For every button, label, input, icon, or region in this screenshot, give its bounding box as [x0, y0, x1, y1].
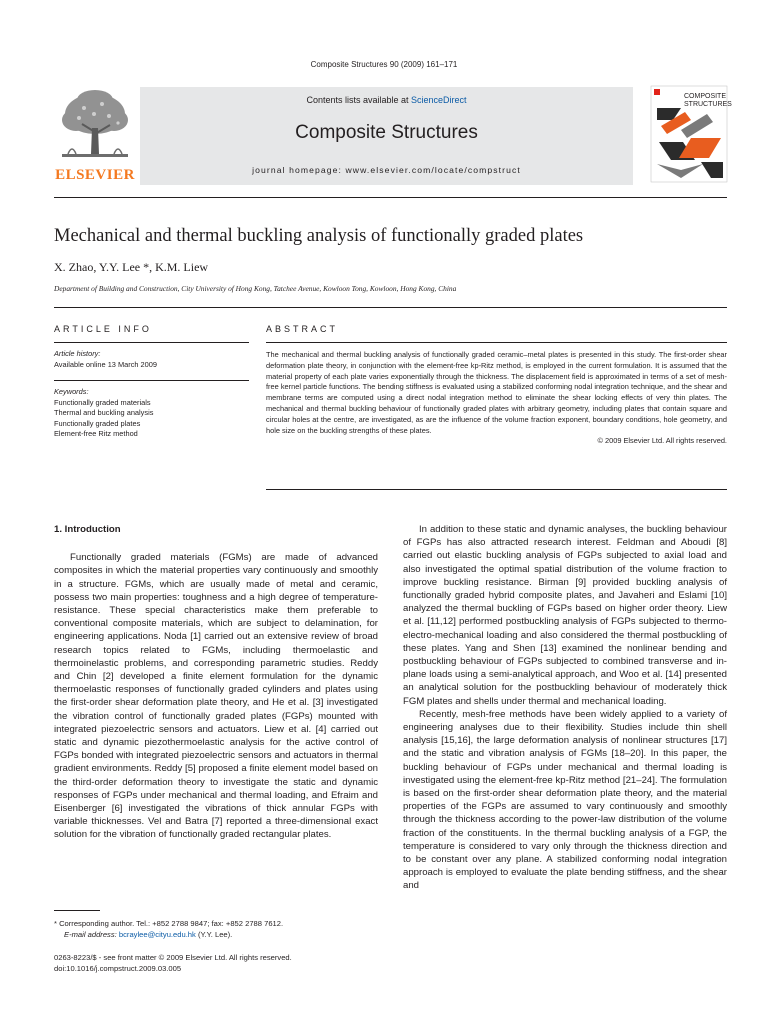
masthead-rule	[54, 197, 727, 198]
sciencedirect-link[interactable]: ScienceDirect	[411, 95, 467, 105]
abstract-rule	[266, 342, 727, 343]
journal-cover-thumbnail	[651, 86, 732, 182]
contents-line	[140, 95, 633, 105]
abstract-heading: ABSTRACT	[266, 324, 339, 334]
abstract-block	[266, 350, 727, 447]
issn-line: 0263-8223/$ - see front matter © 2009 Elsevier Ltd. All rights reserved.	[54, 953, 292, 962]
keyword-item: Element-free Ritz method	[54, 429, 138, 438]
body-paragraph: In addition to these static and dynamic analyses, the buckling behaviour of FGPs has also attracted research interest. Feldman and Aboudi [8] carried out elastic buckling analysis of FGPs subjected to axial load and also investigated the optimal spatial distribution of the volume fraction to improve buckling resistance. Birman [9] provided buckling analysis of functionally graded hybrid composite plates, and Javaheri and Eslami [10] analyzed the thermal buckling of FGPs based on higher order theory. Liew et al. [11,12] performed postbuckling analysis of FGPs subjected to thermo-electro-mechanical loading and also considered the thermal postbuckling of these plates. Yang and Shen [13] examined the nonlinear bending and postbuckling behaviour of FGPs subjected to combined transverse and in-plane loads using a semi-analytical approach, and Woo et al. [14] presented an analytical solution for the postbuckling behaviour of moderately thick FGM plates and shells under thermal and mechanical loading.	[403, 524, 727, 707]
copyright-notice: © 2009 Elsevier Ltd. All rights reserved.	[597, 436, 727, 446]
abstract-bottom-rule	[266, 489, 727, 490]
footnote-rule	[54, 910, 100, 911]
keywords-label: Keywords:	[54, 387, 89, 396]
cover-title-line2: STRUCTURES	[684, 101, 732, 108]
journal-homepage[interactable]: journal homepage: www.elsevier.com/locate/compstruct	[252, 165, 521, 175]
email-line	[54, 929, 384, 940]
abstract-text: The mechanical and thermal buckling analysis of functionally graded ceramic–metal plates is presented in this study. The first-order shear deformation plate theory, in conjunction with the element-free kp-Ritz method, is employed in the current formulation. It is assumed that the material property of each plate varies exponentially through the thickness. The displacement field is approximated in terms of a set of mesh-free kernel particle functions. The bending stiffness is evaluated using a stabilized conforming nodal integration technique, and the shear and membrane terms are computed using a direct nodal integration method to eliminate the shear locking effects of very thin plates. The mechanical and thermal buckling behaviour of functionally graded plates with arbitrary geometry, including plates that contain square and circular holes at the centre, are investigated, as are the influence of the volume fraction exponent, boundary conditions, hole geometry, and hole size on the buckling strengths of these plates.	[266, 350, 727, 435]
cover-title-line1: COMPOSITE	[684, 93, 727, 100]
body-paragraph: Recently, mesh-free methods have been widely applied to a variety of engineering analyses due to their flexibility. Studies include thin shell analysis [15,16], the large deformation analysis of nonlinear structures [17] and the static and vibration analysis of FGMs [18–20]. In this paper, the buckling behaviour of FGPs under mechanical and thermal loading is investigated using the element-free kp-Ritz method [21–24]. The formulation is based on the first-order shear deformation plate theory, and the material properties of the FGPs are assumed to vary continuously and smoothly through the thickness according to the power-law distribution of the volume fraction of the constituents. In the thermal buckling analysis of a FGP, the temperature is considered to vary only through the thickness direction and to be constant over any plane. A stabilized conforming nodal integration approach is employed to evaluate the plate bending stiffness, and the shear and	[403, 708, 727, 892]
email-link[interactable]: bcraylee@cityu.edu.hk	[118, 930, 196, 939]
keyword-item: Thermal and buckling analysis	[54, 408, 154, 417]
email-label: E-mail address:	[64, 930, 117, 939]
article-info-rule	[54, 342, 249, 343]
running-head: Composite Structures 90 (2009) 161–171	[310, 60, 458, 69]
email-suffix: (Y.Y. Lee).	[195, 930, 233, 939]
elsevier-logo	[54, 88, 136, 184]
footnote	[54, 918, 384, 940]
body-right-column	[403, 523, 727, 893]
contents-prefix: Contents lists available at	[306, 95, 412, 105]
elsevier-wordmark: ELSEVIER	[55, 167, 135, 183]
elsevier-tree-icon	[54, 88, 136, 164]
section-heading-introduction: 1. Introduction	[54, 524, 121, 535]
history-label: Article history:	[54, 349, 101, 358]
front-matter-meta	[54, 952, 292, 974]
authors: X. Zhao, Y.Y. Lee *, K.M. Liew	[54, 260, 209, 274]
affiliation: Department of Building and Construction, City University of Hong Kong, Tatchee Avenue, Kowloon Tong, Kowloon, Hong Kong, China	[54, 284, 457, 293]
history-value: Available online 13 March 2009	[54, 359, 157, 369]
journal-title: Composite Structures	[295, 122, 478, 143]
corresponding-author-note: * Corresponding author. Tel.: +852 2788 9847; fax: +852 2788 7612.	[54, 919, 284, 928]
body-paragraph: Functionally graded materials (FGMs) are made of advanced composites in which the material properties vary continuously and smoothly in a structure. FGMs, which are usually made of metal and ceramic, possess two main properties: toughness and a high degree of temperature-resistance. These special characteristics make them preferable to conventional composite materials, which are subject to delamination, for engineering applications. Noda [1] carried out an extensive review of broad research topics related to FGMs, including thermoelastic and thermoinelastic problems, and corresponding parametric studies. Reddy and Chin [2] developed a finite element formulation for the dynamic thermoelastic responses of functionally graded cylinders and plates using the first-order shear deformation plate theory, and He et al. [3] investigated the vibration control of functionally graded plates (FGPs) mounted with integrated piezoelectric sensors and actuators. Liew et al. [4] carried out static and dynamic piezothermoelastic analysis for the active control of FGPs bonded with integrated piezoelectric sensors and actuators in thermal gradient environments. Reddy [5] proposed a finite element model based on the third-order deformation theory to investigate the static and dynamic responses of FGPs under mechanical and thermal loading, and Efraim and Eisenberger [6] investigated the vibrations of thick annular FGPs with variable thicknesses. Vel and Batra [7] reported a three-dimensional exact solution for the vibration of functionally graded rectangular plates.	[54, 552, 378, 841]
paper-title: Mechanical and thermal buckling analysis of functionally graded plates	[54, 226, 584, 246]
doi-line: doi:10.1016/j.compstruct.2009.03.005	[54, 964, 182, 973]
title-rule	[54, 307, 727, 308]
keyword-item: Functionally graded plates	[54, 418, 141, 428]
history-keywords-rule	[54, 380, 249, 381]
keyword-item: Functionally graded materials	[54, 397, 151, 407]
article-info-heading: ARTICLE INFO	[54, 324, 152, 334]
article-history	[54, 349, 249, 370]
body-left-column	[54, 523, 378, 842]
keywords-block	[54, 387, 249, 440]
